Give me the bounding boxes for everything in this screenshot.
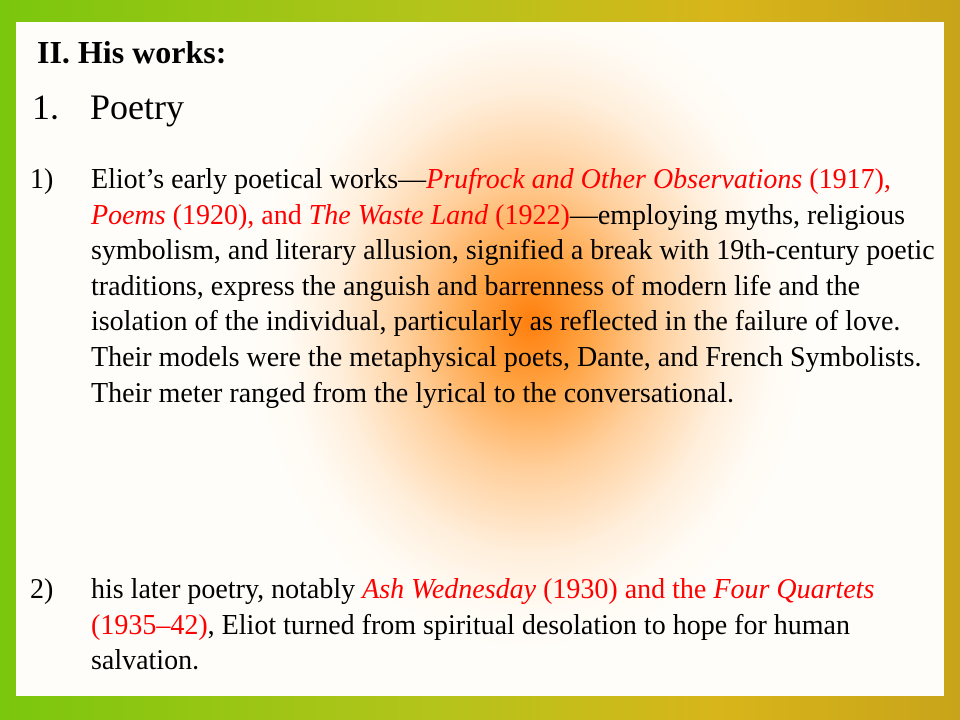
work-year: (1930) and the <box>536 574 714 605</box>
work-year: (1935–42) <box>91 609 208 641</box>
work-title-waste-land: The Waste Land <box>308 199 489 231</box>
section-heading <box>32 86 184 128</box>
work-title-prufrock: Prufrock and Other Observations <box>426 164 803 195</box>
section-number: 1. <box>32 87 59 127</box>
work-title-four-quartets: Four Quartets <box>713 574 875 605</box>
list-item-1-number: 1) <box>30 164 54 195</box>
section-label: Poetry <box>90 87 184 127</box>
work-title-ash-wednesday: Ash Wednesday <box>362 574 537 605</box>
list-item-2-number: 2) <box>30 574 54 605</box>
slide-content <box>16 22 944 696</box>
text-run: his later poetry, notably <box>91 574 363 605</box>
text-run: Eliot’s early poetical works— <box>91 164 427 195</box>
slide-heading: II. His works: <box>37 34 227 70</box>
list-item-1-text <box>91 162 938 411</box>
work-year: (1922) <box>488 199 570 231</box>
text-run: , Eliot turned from spiritual desolation to hope for human salvation. <box>91 609 850 677</box>
work-title-poems: Poems <box>91 199 166 231</box>
list-item-2 <box>30 572 938 679</box>
list-item-2-text <box>91 572 938 679</box>
work-year: (1920), and <box>165 199 309 231</box>
text-run: —employing myths, religious symbolism, and literary allusion, signified a break with 19th-century poetic traditions, express the anguish and barrenness of modern life and the isolation of the individual, particularly as reflected in the failure of love. Their models were the metaphysical poets, Dante, and French Symbolists. Their meter ranged from the lyrical to the conversational. <box>91 199 935 409</box>
list-item-1 <box>30 162 938 411</box>
work-year: (1917), <box>802 164 891 195</box>
